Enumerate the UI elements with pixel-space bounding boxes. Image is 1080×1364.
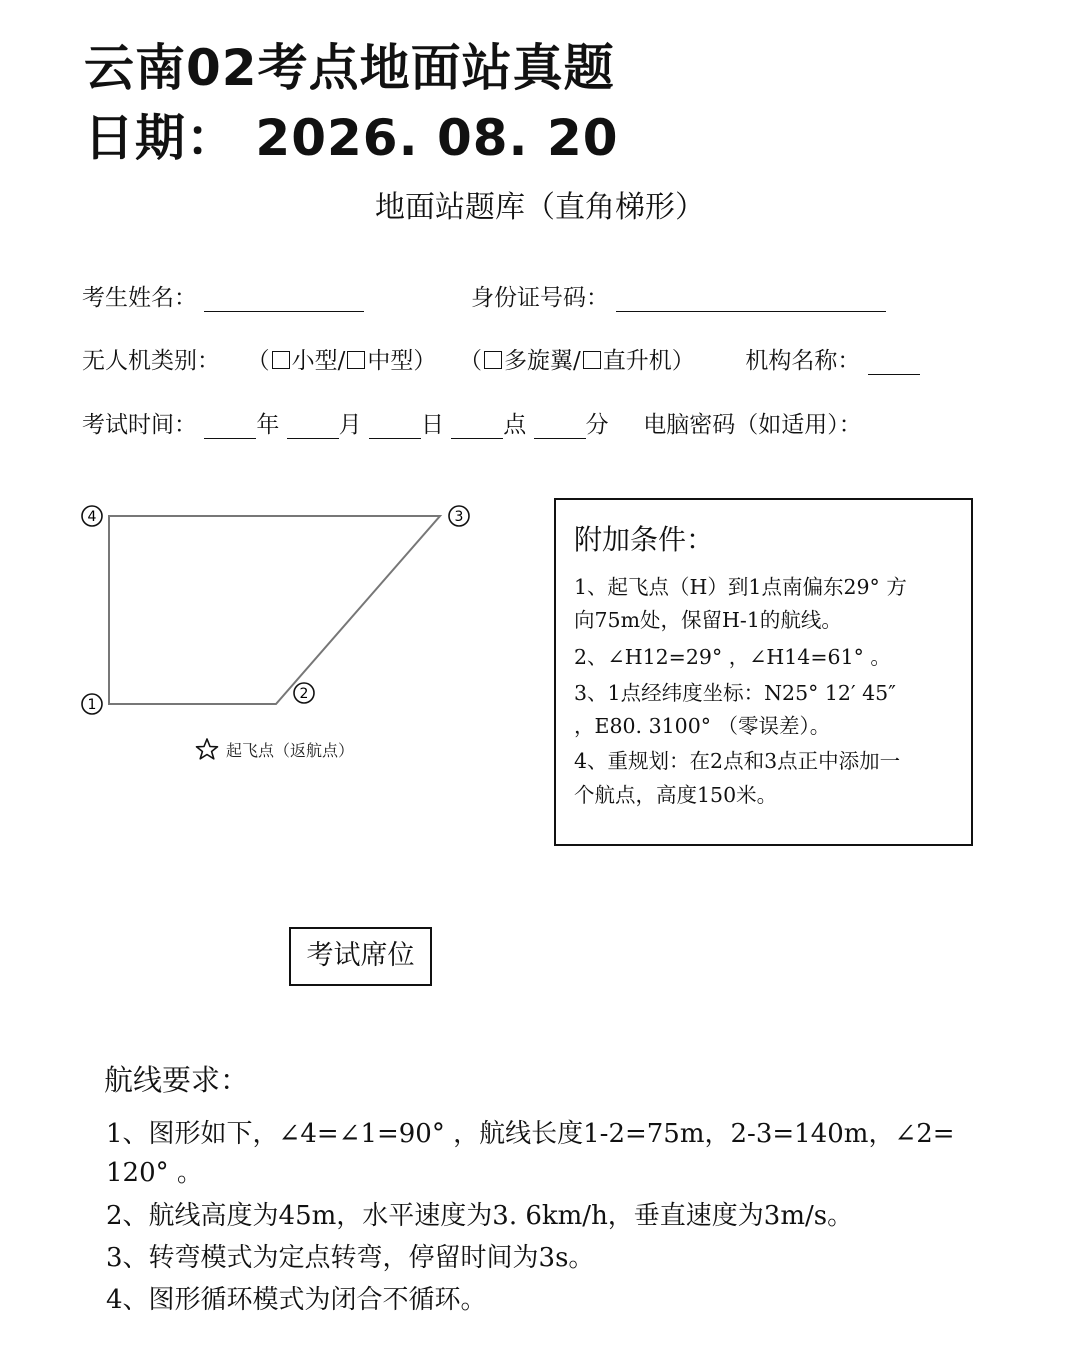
condition-line: 3、1点经纬度坐标：N25° 12′ 45″: [574, 681, 896, 705]
year-field[interactable]: [204, 416, 256, 439]
form-row-time: [82, 406, 862, 439]
hour-label: 点: [503, 412, 527, 438]
minute-label: 分: [585, 412, 609, 438]
route-diagram: [60, 490, 500, 780]
requirement-line: 1、图形如下，∠4=∠1=90° ，航线长度1-2=75m，2-3=140m，∠2=: [106, 1119, 955, 1149]
org-label: 机构名称：: [745, 348, 861, 374]
year-label: 年: [256, 412, 280, 438]
waypoint-4-marker: [82, 506, 102, 526]
waypoint-1-marker: [82, 694, 102, 714]
waypoint-3-label: 3: [454, 509, 464, 525]
day-field[interactable]: [369, 416, 421, 439]
day-label: 日: [420, 412, 444, 438]
condition-line: 向75m处，保留H-1的航线。: [574, 608, 842, 632]
document-title: 云南02考点地面站真题: [84, 39, 615, 97]
requirement-line: 2、航线高度为45m，水平速度为3. 6km/h，垂直速度为3m/s。: [106, 1201, 854, 1231]
requirement-line: 120° 。: [106, 1158, 203, 1188]
condition-line: ，E80. 3100° （零误差）。: [574, 714, 831, 738]
waypoint-2-label: 2: [299, 686, 309, 702]
org-field[interactable]: [868, 352, 920, 375]
conditions-title: 附加条件：: [574, 523, 715, 556]
form-row-identity: [82, 279, 886, 312]
helicopter-checkbox[interactable]: [583, 351, 601, 369]
id-label: 身份证号码：: [470, 285, 609, 311]
waypoint-2-marker: [294, 683, 314, 703]
condition-line: 个航点，高度150米。: [574, 783, 778, 807]
paren-open: （: [246, 348, 270, 374]
condition-line: 1、起飞点（H）到1点南偏东29° 方: [574, 575, 907, 599]
requirements-title: 航线要求：: [104, 1063, 250, 1097]
paren-open: （: [459, 348, 482, 374]
small-label: 小型/: [291, 348, 346, 374]
name-field[interactable]: [204, 289, 364, 312]
takeoff-point-label: 起飞点（返航点）: [226, 741, 355, 760]
month-label: 月: [338, 412, 362, 438]
password-label: 电脑密码（如适用）：: [643, 412, 862, 438]
requirement-line: 4、图形循环模式为闭合不循环。: [106, 1285, 487, 1315]
exam-time-label: 考试时间：: [82, 412, 197, 438]
star-outline-icon: [197, 739, 218, 759]
hour-field[interactable]: [451, 416, 503, 439]
small-checkbox[interactable]: [272, 351, 290, 369]
waypoint-1-label: 1: [87, 697, 97, 713]
medium-label: 中型）: [367, 348, 437, 374]
id-field[interactable]: [616, 289, 886, 312]
month-field[interactable]: [287, 416, 339, 439]
minute-field[interactable]: [534, 416, 586, 439]
page-subtitle: 地面站题库（直角梯形）: [375, 190, 705, 225]
trapezoid-route: [109, 516, 440, 704]
waypoint-4-label: 4: [87, 509, 97, 525]
waypoint-3-marker: [449, 506, 469, 526]
document-date: 日期： 2026. 08. 20: [84, 109, 619, 167]
condition-line: 2、∠H12=29° ，∠H14=61° 。: [574, 645, 891, 669]
exam-seat-box: 考试席位: [289, 927, 432, 986]
helicopter-label: 直升机）: [602, 348, 695, 374]
additional-conditions-box: [554, 498, 973, 846]
name-label: 考生姓名：: [82, 285, 197, 311]
multirotor-checkbox[interactable]: [484, 351, 502, 369]
condition-line: 4、重规划：在2点和3点正中添加一: [574, 749, 901, 773]
requirement-line: 3、转弯模式为定点转弯，停留时间为3s。: [106, 1243, 595, 1273]
medium-checkbox[interactable]: [347, 351, 365, 369]
form-row-uav: [82, 342, 920, 375]
uav-category-label: 无人机类别：: [82, 348, 220, 374]
multirotor-label: 多旋翼/: [504, 348, 581, 374]
